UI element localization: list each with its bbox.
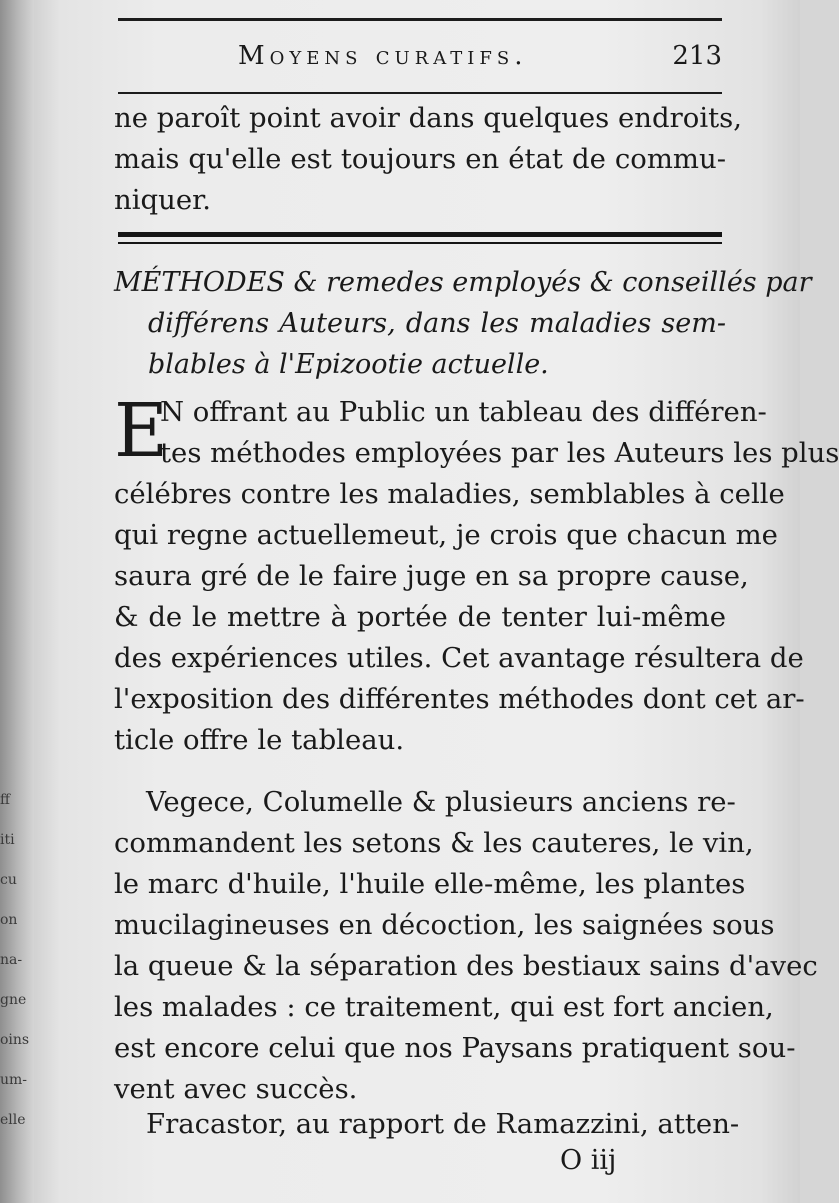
text-line: le marc d'huile, l'huile elle-même, les plantes: [114, 868, 746, 900]
heading-line: MÉTHODES & remedes employés & conseillés par: [114, 267, 812, 298]
section-heading: [114, 262, 812, 385]
text-line: célébres contre les maladies, semblables à celle: [114, 478, 785, 510]
section-divider: [118, 232, 722, 244]
signature-mark: O iij: [560, 1145, 617, 1176]
text-line: mucilagineuses en décoction, les saignées sous: [114, 909, 775, 941]
text-line: ne paroît point avoir dans quelques endroits,: [114, 102, 743, 134]
margin-fragment: iti: [0, 832, 15, 848]
text-line: est encore celui que nos Paysans pratiquent sou-: [114, 1032, 796, 1064]
margin-fragment: um-: [0, 1072, 28, 1088]
heading-line: différens Auteurs, dans les maladies sem-: [148, 308, 726, 339]
adjacent-page-fragments: [0, 780, 30, 1140]
paragraph-1: [114, 388, 839, 761]
margin-fragment: elle: [0, 1112, 26, 1128]
header-rule: [118, 92, 722, 94]
margin-fragment: ff: [0, 792, 10, 808]
paragraph-3: [114, 1104, 740, 1145]
drop-cap: E: [114, 388, 169, 474]
top-rule: [118, 18, 722, 21]
text-line: niquer.: [114, 184, 211, 216]
margin-fragment: na-: [0, 952, 23, 968]
text-line: les malades : ce traitement, qui est fort ancien,: [114, 991, 774, 1023]
text-line: mais qu'elle est toujours en état de commu-: [114, 143, 726, 175]
text-line: qui regne actuellemeut, je crois que chacun me: [114, 519, 778, 551]
text-line: tes méthodes employées par les Auteurs les plus: [160, 437, 839, 469]
paragraph-2: [114, 782, 818, 1110]
text-line: commandent les setons & les cauteres, le vin,: [114, 827, 754, 859]
text-line: ticle offre le tableau.: [114, 724, 405, 756]
margin-fragment: gne: [0, 992, 27, 1008]
text-line: la queue & la séparation des bestiaux sains d'avec: [114, 950, 818, 982]
page-header: [118, 38, 722, 82]
text-line: vent avec succès.: [114, 1073, 358, 1105]
margin-fragment: cu: [0, 872, 17, 888]
text-line: saura gré de le faire juge en sa propre cause,: [114, 560, 749, 592]
margin-fragment: oins: [0, 1032, 30, 1048]
heading-line: blables à l'Epizootie actuelle.: [148, 349, 549, 380]
page-number: 213: [672, 41, 722, 71]
text-line: Vegece, Columelle & plusieurs anciens re-: [146, 786, 736, 818]
text-line: & de le mettre à portée de tenter lui-même: [114, 601, 726, 633]
text-line: des expériences utiles. Cet avantage résultera de: [114, 642, 804, 674]
text-line: l'exposition des différentes méthodes dont cet ar-: [114, 683, 805, 715]
running-title: Moyens curatifs.: [238, 41, 528, 71]
text-line: N offrant au Public un tableau des différen-: [160, 396, 767, 428]
top-paragraph: [114, 98, 743, 221]
margin-fragment: on: [0, 912, 18, 928]
text-line: Fracastor, au rapport de Ramazzini, atten-: [146, 1108, 740, 1140]
